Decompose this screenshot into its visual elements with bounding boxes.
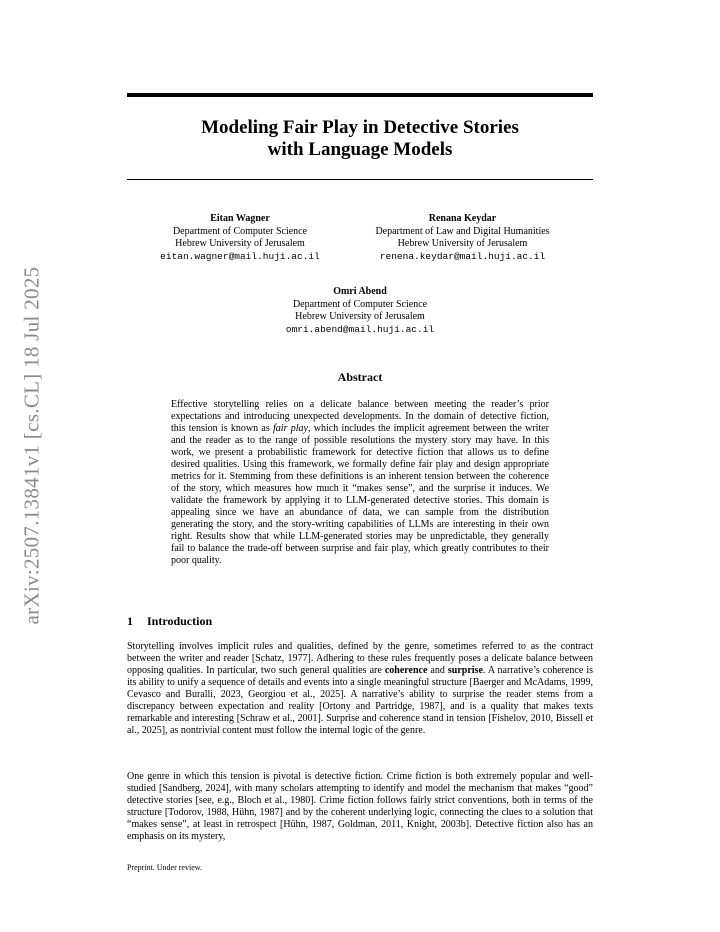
author-block-1 (150, 213, 330, 263)
intro-paragraph-1 (127, 641, 593, 737)
arxiv-identifier-text: arXiv:2507.13841v1 [cs.CL] 18 Jul 2025 (19, 266, 44, 624)
abstract-text-part: , which includes the implicit agreement between the writer and the reader as to the range of possible resolutions the mystery story may have. In this work, we present a probabilistic framework for detective fiction that allows us to define desired qualities. Using this framework, we formally define fair play and design appropriate metrics for it. Stemming from these definitions is an inherent tension between the coherence of the story, which measures how much it “makes sense”, and the surprise it induces. We validate the framework by applying it to LLM-generated detective stories. This domain is appealing since we have an abundance of data, we can sample from the distribution generating the story, and the story-writing capabilities of LLMs are interesting in their own right. Results show that while LLM-generated stories may be unpredictable, they generally fail to balance the trade-off between surprise and fair play, which greatly contributes to their poor quality. (171, 423, 549, 566)
author-email[interactable]: eitan.wagner@mail.huji.ac.il (160, 250, 320, 262)
author-block-3 (260, 286, 460, 336)
author-email[interactable]: renena.keydar@mail.huji.ac.il (379, 250, 546, 262)
author-institution: Hebrew University of Jerusalem (175, 238, 305, 249)
abstract-emphasis-fair-play: fair play (273, 423, 308, 434)
author-institution: Hebrew University of Jerusalem (295, 311, 425, 322)
paper-title-line-2: with Language Models (267, 139, 453, 160)
section-number: 1 (127, 614, 133, 628)
author-department: Department of Computer Science (172, 225, 308, 237)
intro-paragraph-2: One genre in which this tension is pivotal is detective fiction. Crime fiction is both extremely popular and well-studied [Sandberg, 2024], with many scholars attempting to identify and model the mechanism that makes “good” detective stories [see, e.g., Bloch et al., 1980]. Crime fiction follows fairly strict conventions, both in terms of the structure [Todorov, 1988, Hühn, 1987] and by the coherent underlying logic, connecting the clues to a solution that “makes sense”, at least in retrospect [Hühn, 1987, Goldman, 2011, Knight, 2003b]. Detective fiction also has an emphasis on its mystery, (127, 771, 593, 842)
paper-title (127, 117, 593, 161)
author-email[interactable]: omri.abend@mail.huji.ac.il (285, 323, 435, 335)
author-name: Renana Keydar (428, 213, 497, 224)
title-bottom-rule (127, 179, 593, 180)
abstract-heading: Abstract (337, 370, 383, 384)
paragraph-text-part: and (427, 665, 448, 676)
author-department: Department of Law and Digital Humanities (375, 225, 550, 237)
section-heading-introduction (127, 614, 212, 629)
preprint-footer: Preprint. Under review. (127, 863, 203, 872)
paper-title-line-1: Modeling Fair Play in Detective Stories (201, 117, 519, 138)
abstract-text-part: Effective storytelling relies on a delicate balance between meeting the reader’s prior expectations and introducing unexpected developments. In the domain of detective fiction, this tension is known as (171, 399, 549, 434)
paragraph-text-part: . A narrative’s coherence is its ability to unify a sequence of details and events into a single meaningful structure [Baerger and McAdams, 1999, Cevasco and Buralli, 2023, Georgiou et al., 2025]. A narrative’s ability to surprise the reader stems from a discrepancy between expectation and reality [Ortony and Partridge, 1987], and is a quality that makes texts remarkable and interesting [Schraw et al., 2001]. Surprise and coherence stand in tension [Fishelov, 2010, Bissell et al., 2025], as nontrivial content must follow the internal logic of the genre. (127, 665, 593, 736)
author-department: Department of Computer Science (292, 298, 428, 310)
paragraph-text-part: Storytelling involves implicit rules and qualities, defined by the genre, sometimes referred to as the contract between the writer and reader [Schatz, 1977]. Adhering to these rules frequently poses a delicate balance between opposing qualities. In particular, two such general qualities are (127, 641, 593, 676)
title-top-rule (127, 93, 593, 97)
term-surprise: surprise (447, 665, 483, 676)
abstract-text (171, 399, 549, 567)
term-coherence: coherence (384, 665, 428, 676)
author-name: Omri Abend (333, 286, 387, 297)
section-title: Introduction (147, 614, 213, 628)
author-institution: Hebrew University of Jerusalem (397, 238, 528, 249)
author-name: Eitan Wagner (210, 213, 270, 224)
author-block-2 (350, 213, 575, 263)
arxiv-identifier-stamp (2, 265, 62, 625)
